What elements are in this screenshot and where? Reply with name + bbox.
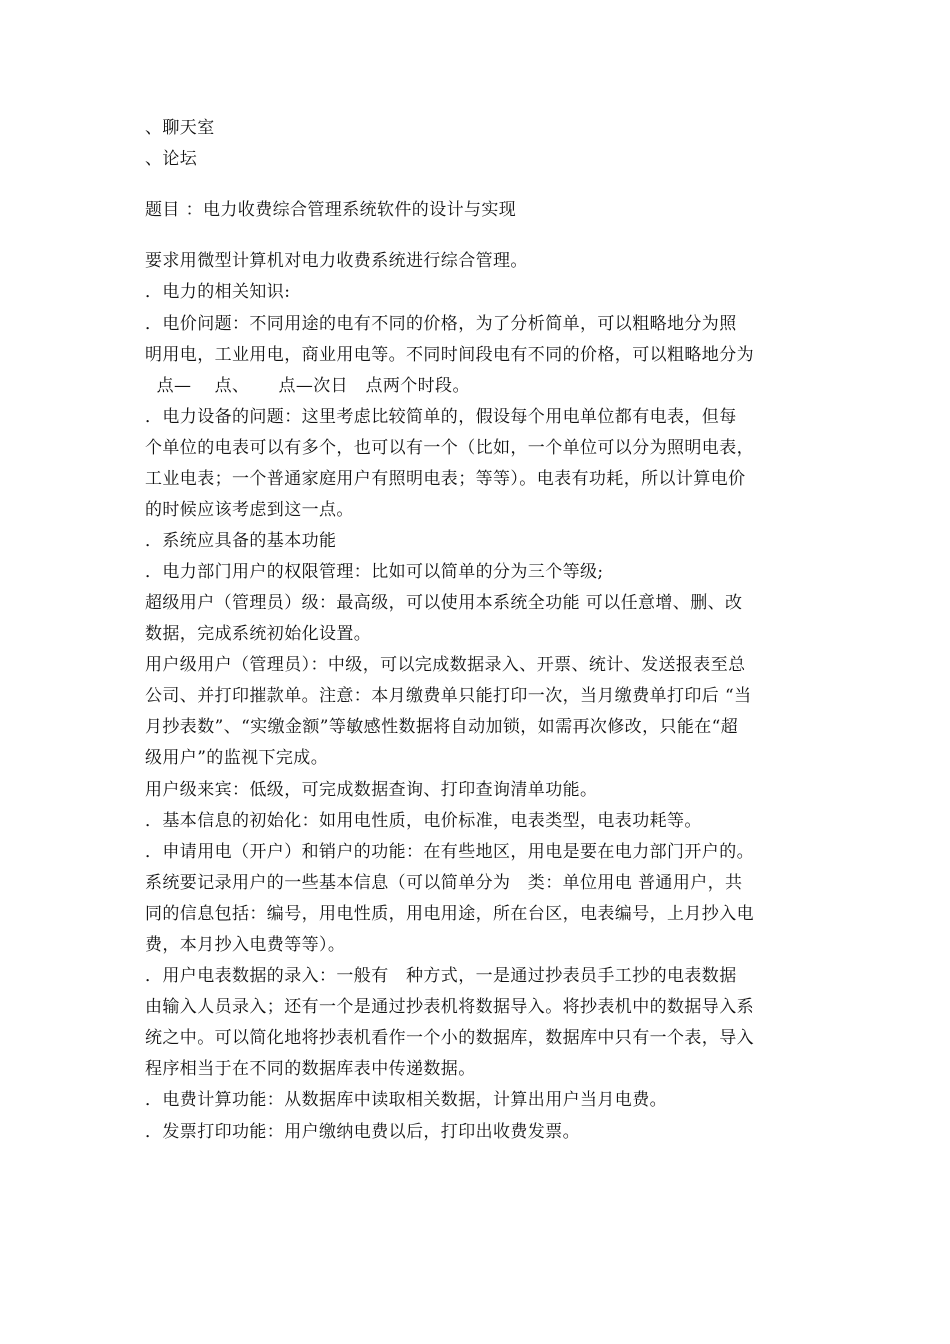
paragraph-line: 用户级用户（管理员）：中级，可以完成数据录入、开票、统计、发送报表至总	[145, 655, 746, 675]
paragraph-line: 费，本月抄入电费等等）。	[145, 935, 346, 955]
topic-title: 题目 ：电力收费综合管理系统软件的设计与实现	[145, 200, 517, 220]
paragraph-line: 统之中。可以简化地将抄表机看作一个小的数据库，数据库中只有一个表，导入	[145, 1028, 754, 1048]
paragraph-line: 个单位的电表可以有多个，也可以有一个（比如，一个单位可以分为照明电表，	[145, 438, 754, 458]
paragraph-line: ．电力设备的问题：这里考虑比较简单的，假设每个用电单位都有电表，但每	[145, 407, 737, 427]
paragraph-line: ．发票打印功能：用户缴纳电费以后，打印出收费发票。	[145, 1122, 580, 1142]
paragraph-line: ．基本信息的初始化：如用电性质，电价标准，电表类型，电表功耗等。	[145, 811, 702, 831]
paragraph-line: 工业电表；一个普通家庭用户有照明电表；等等）。电表有功耗，所以计算电价	[145, 469, 746, 489]
paragraph-line: 由输入人员录入；还有一个是通过抄表机将数据导入。将抄表机中的数据导入系	[145, 997, 754, 1017]
requirement-intro: 要求用微型计算机对电力收费系统进行综合管理。	[145, 251, 528, 271]
paragraph-line: ．电力部门用户的权限管理：比如可以简单的分为三个等级;	[145, 562, 604, 582]
section-heading-basic-functions: ．系统应具备的基本功能	[145, 531, 337, 551]
paragraph-line: 的时候应该考虑到这一点。	[145, 500, 354, 520]
paragraph-line: 数据，完成系统初始化设置。	[145, 624, 372, 644]
paragraph-line: 点— 点、 点—次日 点两个时段。	[145, 376, 470, 396]
paragraph-line: ．申请用电（开户）和销户的功能：在有些地区，用电是要在电力部门开户的。	[145, 842, 754, 862]
paragraph-line: ．用户电表数据的录入：一般有 种方式，一是通过抄表员手工抄的电表数据	[145, 966, 737, 986]
paragraph-line: 超级用户（管理员）级：最高级，可以使用本系统全功能 可以任意增、删、改	[145, 593, 743, 613]
paragraph-line: 月抄表数”、“实缴金额”等敏感性数据将自动加锁，如需再次修改，只能在“超	[145, 717, 739, 737]
paragraph-line: 用户级来宾：低级，可完成数据查询、打印查询清单功能。	[145, 780, 598, 800]
paragraph-line: 明用电，工业用电，商业用电等。不同时间段电有不同的价格，可以粗略地分为	[145, 345, 754, 365]
paragraph-line: 程序相当于在不同的数据库表中传递数据。	[145, 1059, 476, 1079]
paragraph-line: 系统要记录用户的一些基本信息（可以简单分为 类：单位用电 普通用户，共	[145, 873, 743, 893]
paragraph-line: 同的信息包括：编号，用电性质，用电用途，所在台区，电表编号，上月抄入电	[145, 904, 754, 924]
list-item-chatroom: 、聊天室	[145, 118, 215, 138]
section-heading-power-knowledge: ．电力的相关知识:	[145, 282, 291, 302]
paragraph-line: 公司、并打印摧款单。注意：本月缴费单只能打印一次，当月缴费单打印后 “当	[145, 686, 752, 706]
paragraph-line: 级用户”的监视下完成。	[145, 748, 329, 768]
paragraph-line: ．电费计算功能：从数据库中读取相关数据，计算出用户当月电费。	[145, 1090, 667, 1110]
list-item-forum: 、论坛	[145, 149, 198, 169]
paragraph-line: ．电价问题：不同用途的电有不同的价格，为了分析简单，可以粗略地分为照	[145, 314, 737, 334]
